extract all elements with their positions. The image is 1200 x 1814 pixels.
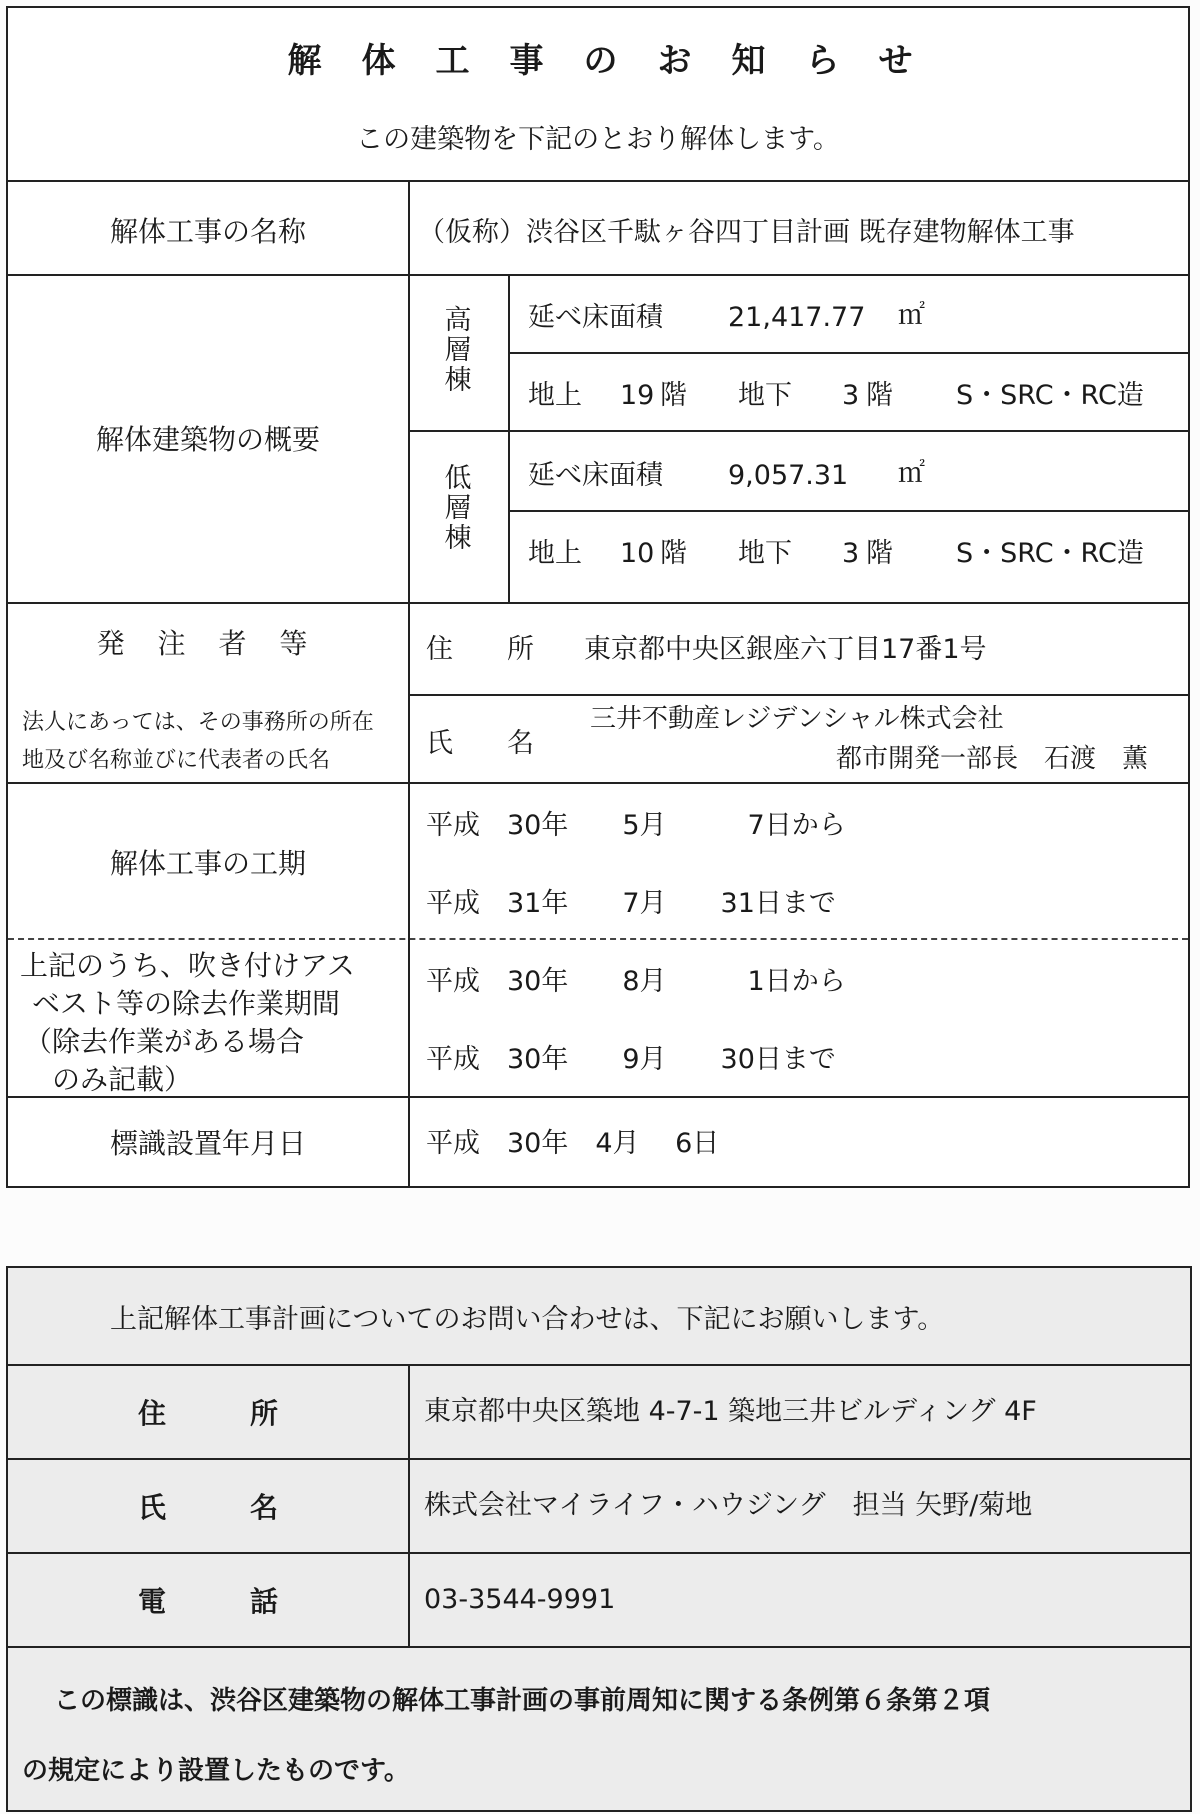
divider-name [8, 274, 1188, 276]
high-rise-above-label: 地上 [528, 380, 582, 411]
high-rise-below-value: 3 [842, 380, 860, 411]
contact-intro: 上記解体工事計画についてのお問い合わせは、下記にお願いします。 [110, 1304, 945, 1335]
contact-address-label: 住 所 [137, 1397, 278, 1430]
divider-contact-name [8, 1552, 1190, 1554]
asbestos-label-line1: 上記のうち、吹き付けアス [20, 949, 355, 982]
contact-footer-line2: の規定により設置したものです。 [22, 1756, 410, 1786]
low-rise-below-suffix: 階 [866, 538, 893, 569]
low-rise-above-suffix: 階 [660, 538, 687, 569]
period-label: 解体工事の工期 [109, 847, 306, 880]
divider-asbestos [8, 1096, 1188, 1098]
divider-orderer-inner [408, 694, 1188, 696]
period-start: 平成 30年 5月 7日から [426, 810, 846, 841]
contact-phone-value: 03-3544-9991 [424, 1584, 616, 1615]
project-name-value: （仮称）渋谷区千駄ヶ谷四丁目計画 既存建物解体工事 [418, 217, 1075, 248]
divider-overview-mid [408, 430, 1188, 432]
low-rise-above-value: 10 [620, 538, 655, 569]
contact-name-value: 株式会社マイライフ・ハウジング 担当 矢野/菊地 [424, 1490, 1033, 1521]
divider-contact-address [8, 1458, 1190, 1460]
low-rise-below-value: 3 [842, 538, 860, 569]
sign-date-label: 標識設置年月日 [109, 1127, 306, 1160]
high-rise-label: 高層棟 [444, 305, 472, 396]
low-rise-below-label: 地下 [738, 538, 792, 569]
high-rise-structure: S・SRC・RC造 [956, 380, 1144, 411]
divider-period-dashed [8, 938, 1188, 940]
low-rise-structure: S・SRC・RC造 [956, 538, 1144, 569]
orderer-company: 三井不動産レジデンシャル株式会社 [590, 704, 1004, 734]
asbestos-start: 平成 30年 8月 1日から [426, 966, 846, 997]
low-rise-floor-area-label: 延べ床面積 [528, 460, 663, 491]
contact-panel [6, 1266, 1192, 1812]
high-rise-above-suffix: 階 [660, 380, 687, 411]
asbestos-label-line2: ベスト等の除去作業期間 [32, 987, 341, 1020]
divider-orderer [8, 782, 1188, 784]
divider-contact-intro [8, 1364, 1190, 1366]
notice-title: 解体工事のお知らせ [287, 41, 953, 81]
asbestos-label-line4: のみ記載） [52, 1063, 193, 1096]
contact-phone-label: 電 話 [137, 1585, 278, 1618]
asbestos-end: 平成 30年 9月 30日まで [426, 1044, 836, 1075]
orderer-note-line1: 法人にあっては、その事務所の所在 [22, 710, 374, 735]
contact-address-value: 東京都中央区築地 4-7-1 築地三井ビルディング 4F [424, 1396, 1037, 1427]
asbestos-label-line3: （除去作業がある場合 [24, 1025, 305, 1058]
orderer-address-label: 住 所 [426, 634, 534, 665]
low-rise-label: 低層棟 [444, 463, 472, 554]
project-name-label: 解体工事の名称 [109, 215, 306, 248]
low-rise-area-unit: ㎡ [898, 458, 925, 489]
notice-subtitle: この建築物を下記のとおり解体します。 [356, 124, 840, 155]
high-rise-below-label: 地下 [738, 380, 792, 411]
high-rise-above-value: 19 [620, 380, 655, 411]
low-rise-above-label: 地上 [528, 538, 582, 569]
period-end: 平成 31年 7月 31日まで [426, 888, 836, 919]
low-rise-floor-area-value: 9,057.31 [728, 460, 849, 491]
overview-label: 解体建築物の概要 [95, 423, 320, 456]
orderer-address-value: 東京都中央区銀座六丁目17番1号 [584, 634, 987, 665]
divider-contact-label-column [408, 1364, 410, 1646]
orderer-name-label: 氏 名 [426, 728, 534, 759]
divider-label-column [408, 180, 410, 1186]
orderer-representative: 都市開発一部長 石渡 薫 [836, 744, 1149, 774]
divider-header [8, 180, 1188, 182]
contact-footer-line1: この標識は、渋谷区建築物の解体工事計画の事前周知に関する条例第６条第２項 [54, 1686, 991, 1716]
orderer-label: 発 注 者 等 [96, 627, 320, 660]
sign-date-value: 平成 30年 4月 6日 [426, 1128, 720, 1159]
divider-low-inner [508, 510, 1188, 512]
divider-overview [8, 602, 1188, 604]
high-rise-area-unit: ㎡ [898, 300, 925, 331]
divider-contact-phone [8, 1646, 1190, 1648]
high-rise-floor-area-value: 21,417.77 [728, 302, 866, 333]
divider-high-inner [508, 352, 1188, 354]
demolition-notice-board [6, 6, 1190, 1188]
contact-name-label: 氏 名 [137, 1491, 278, 1524]
high-rise-below-suffix: 階 [866, 380, 893, 411]
orderer-note-line2: 地及び名称並びに代表者の氏名 [22, 748, 331, 773]
high-rise-floor-area-label: 延べ床面積 [528, 302, 663, 333]
divider-building-type [508, 274, 510, 602]
